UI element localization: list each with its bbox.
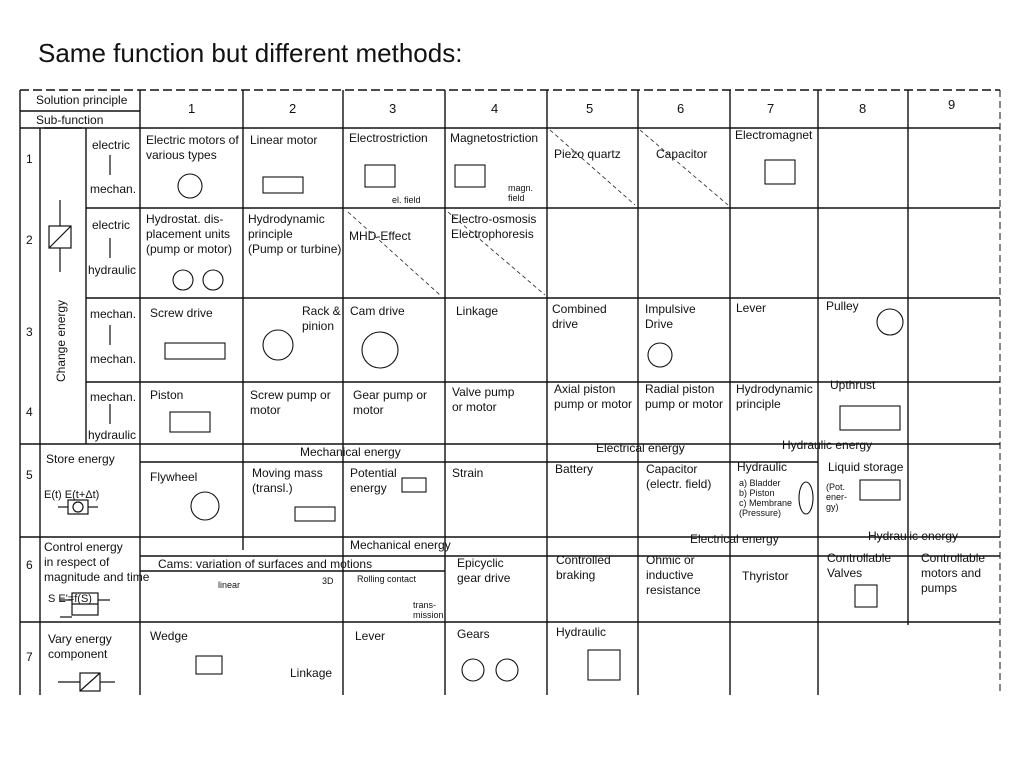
vary-energy-label: Vary energy component <box>48 632 112 661</box>
cell-battery: Battery <box>555 462 594 476</box>
row-number-5: 5 <box>26 468 33 482</box>
cell-piston: Piston <box>150 388 184 402</box>
row-1-bottom: mechan. <box>90 182 137 196</box>
cell-moving-mass: Moving mass (transl.) <box>252 466 323 495</box>
cell-magnetostriction: Magnetostriction <box>450 131 539 145</box>
cell-screw-pump: Screw pump or motor <box>250 388 331 417</box>
cell-cams-rolling: Rolling contact <box>357 574 417 584</box>
impulsive-drive-sketch <box>648 343 672 367</box>
cell-rack-pinion: Rack & pinion <box>302 304 341 333</box>
cell-mhd-effect: MHD-Effect <box>349 229 411 243</box>
motor-sketch <box>178 174 202 198</box>
page-title: Same function but different methods: <box>38 38 463 68</box>
cell-combined-drive: Combined drive <box>552 302 607 331</box>
cell-epicyclic: Epicyclic gear drive <box>457 556 511 585</box>
cell-impulsive-drive: Impulsive Drive <box>645 302 696 331</box>
band-r5-mechanical: Mechanical energy <box>300 445 401 459</box>
column-header-8: 8 <box>859 101 867 116</box>
cell-liquid-storage-note: (Pot. ener- gy) <box>826 482 848 512</box>
row-2-bottom: hydraulic <box>88 263 137 277</box>
cell-thyristor: Thyristor <box>742 569 789 583</box>
cell-linkage-r3: Linkage <box>456 304 499 318</box>
electrostriction-sketch <box>365 165 395 187</box>
piston-sketch <box>170 412 210 432</box>
cell-hydraulic-store-types: a) Bladder b) Piston c) Membrane (Pressure) <box>739 478 793 518</box>
cam-sketch <box>362 332 398 368</box>
cell-gears: Gears <box>457 627 490 641</box>
row-number-3: 3 <box>26 325 33 339</box>
column-header-4: 4 <box>491 101 499 116</box>
cell-hydrodynamic-principle: Hydrodynamic principle (Pump or turbine) <box>248 212 342 256</box>
column-header-5: 5 <box>586 101 594 116</box>
cell-hydraulic-vary: Hydraulic <box>556 625 607 639</box>
cell-potential-energy: Potential energy <box>350 466 397 495</box>
column-header-9: 9 <box>948 97 956 112</box>
column-header-2: 2 <box>289 101 297 116</box>
upthrust-sketch <box>840 406 900 430</box>
band-r6-electrical: Electrical energy <box>690 532 779 546</box>
row-number-7: 7 <box>26 650 33 664</box>
row-number-6: 6 <box>26 558 33 572</box>
cell-lever-r3: Lever <box>736 301 767 315</box>
column-header-6: 6 <box>677 101 685 116</box>
cell-cam-drive: Cam drive <box>350 304 405 318</box>
store-energy-formula: E(t) E(t+Δt) <box>44 489 100 501</box>
column-header-7: 7 <box>767 101 775 116</box>
row-3-bottom: mechan. <box>90 352 137 366</box>
cell-hydrodynamic-r4: Hydrodynamic principle <box>736 382 813 411</box>
change-energy-label: Change energy <box>54 299 68 382</box>
cell-hydraulic-store: Hydraulic <box>737 460 788 474</box>
cell-electrostriction: Electrostriction <box>349 131 428 145</box>
cell-electric-motors: Electric motors of various types <box>146 133 239 162</box>
row-3-top: mechan. <box>90 307 137 321</box>
vary-energy-symbol <box>58 673 115 691</box>
cell-valve-pump: Valve pump or motor <box>452 385 515 414</box>
cell-magnetostriction-field: magn. field <box>508 183 534 203</box>
cell-axial-piston: Axial piston pump or motor <box>554 382 633 411</box>
cell-upthrust: Upthrust <box>830 378 876 392</box>
cell-capacitor: Capacitor <box>656 147 708 161</box>
header-solution-principle: Solution principle <box>36 93 128 107</box>
row-number-2: 2 <box>26 233 33 247</box>
store-energy-label: Store energy <box>46 452 115 466</box>
moving-mass-sketch <box>295 507 335 521</box>
cell-cams-transmission: trans- mission <box>413 600 444 620</box>
cell-electromagnet: Electromagnet <box>735 128 813 142</box>
cell-controlled-braking: Controlled braking <box>556 553 611 582</box>
pulley-sketch <box>877 309 903 335</box>
bladder-sketch <box>799 482 813 514</box>
screw-drive-sketch <box>165 343 225 359</box>
cell-wedge: Wedge <box>150 629 188 643</box>
electromagnet-sketch <box>765 160 795 184</box>
row-number-4: 4 <box>26 405 33 419</box>
cell-piezo-quartz: Piezo quartz <box>554 147 621 161</box>
hydraulic-vary-sketch <box>588 650 620 680</box>
band-r5-hydraulic: Hydraulic energy <box>782 438 873 452</box>
linear-motor-sketch <box>263 177 303 193</box>
row-2-top: electric <box>92 218 131 232</box>
valve-sketch <box>855 585 877 607</box>
cell-lever-r7: Lever <box>355 629 386 643</box>
column-header-1: 1 <box>188 101 196 116</box>
cell-electrostriction-field: el. field <box>392 195 421 205</box>
header-sub-function: Sub-function <box>36 113 104 127</box>
row-4-top: mechan. <box>90 390 137 404</box>
flywheel-sketch <box>191 492 219 520</box>
cell-strain: Strain <box>452 466 484 480</box>
band-r5-electrical: Electrical energy <box>596 441 685 455</box>
cell-capacitor-field: Capacitor (electr. field) <box>646 462 712 491</box>
cell-ohmic-resistance: Ohmic or inductive resistance <box>646 553 701 597</box>
cell-hydrostatic-units: Hydrostat. dis- placement units (pump or motor) <box>146 212 233 256</box>
control-energy-label: Control energy in respect of magnitude and time <box>44 540 150 584</box>
wedge-sketch <box>196 656 222 674</box>
cell-cams: Cams: variation of surfaces and motions <box>158 557 373 571</box>
row-number-1: 1 <box>26 152 33 166</box>
cell-flywheel: Flywheel <box>150 470 198 484</box>
cell-cams-linear: linear <box>218 580 241 590</box>
control-energy-formula: S E'=f(S) <box>48 593 92 605</box>
cell-radial-piston: Radial piston pump or motor <box>645 382 724 411</box>
row-1-top: electric <box>92 138 131 152</box>
cell-controllable-valves: Controllable Valves <box>827 551 892 580</box>
cell-linear-motor: Linear motor <box>250 133 318 147</box>
band-r6-mechanical: Mechanical energy <box>350 538 451 552</box>
magnetostriction-sketch <box>455 165 485 187</box>
cell-pulley: Pulley <box>826 299 859 313</box>
cell-electro-osmosis: Electro-osmosis Electrophoresis <box>451 212 537 241</box>
cell-linkage-r7: Linkage <box>290 666 333 680</box>
column-header-3: 3 <box>389 101 397 116</box>
band-r6-hydraulic: Hydraulic energy <box>868 529 959 543</box>
cell-screw-drive: Screw drive <box>150 306 213 320</box>
cell-liquid-storage: Liquid storage <box>828 460 904 474</box>
cell-gear-pump: Gear pump or motor <box>353 388 428 417</box>
row-4-bottom: hydraulic <box>88 428 137 442</box>
cell-controllable-motors: Controllable motors and pumps <box>921 551 986 595</box>
cell-cams-3d: 3D <box>322 576 334 586</box>
